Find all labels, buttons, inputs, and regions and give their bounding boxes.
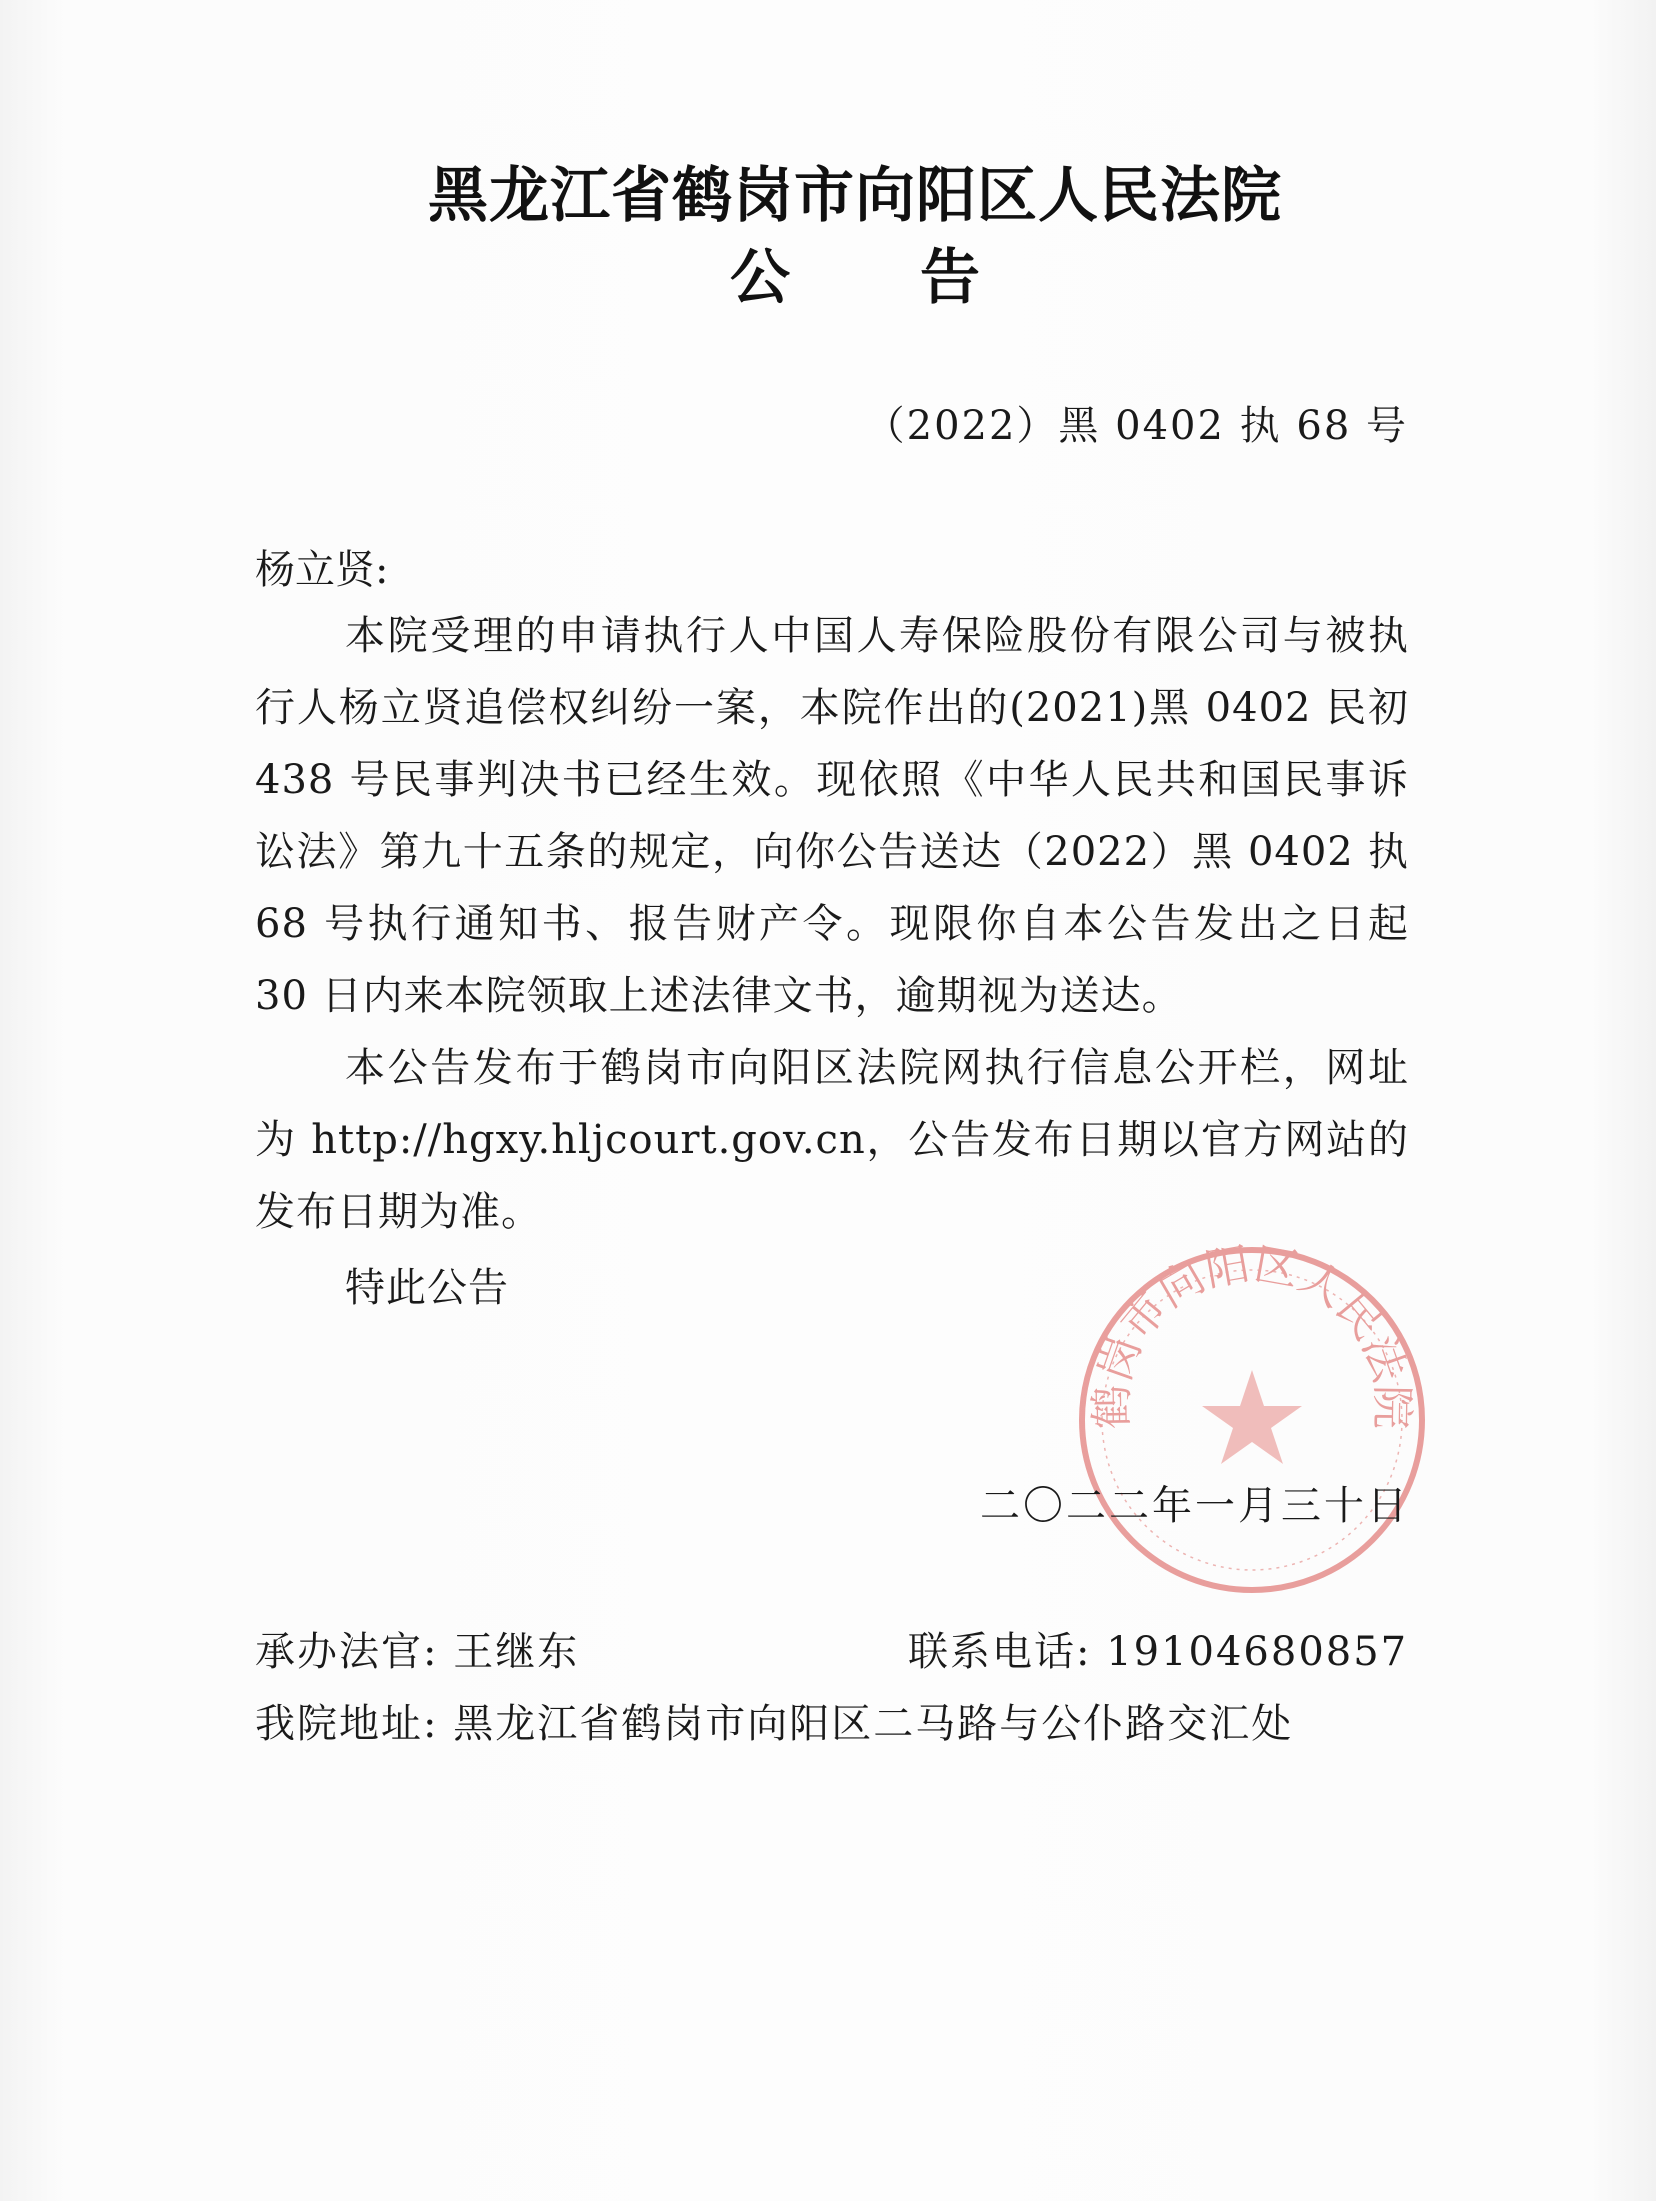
closing-phrase: 特此公告 (345, 1265, 509, 1311)
star-icon (1202, 1370, 1302, 1464)
case-number: （2022）黑 0402 执 68 号 (864, 403, 1408, 449)
contact-phone: 联系电话: 19104680857 (908, 1629, 1409, 1675)
notice-heading: 公告 (730, 243, 1110, 313)
issue-date: 二〇二二年一月三十日 (980, 1483, 1410, 1529)
court-address: 我院地址: 黑龙江省鹤岗市向阳区二马路与公仆路交汇处 (255, 1701, 1294, 1747)
court-seal-stamp (1072, 1240, 1432, 1600)
court-name-heading: 黑龙江省鹤岗市向阳区人民法院 (428, 161, 1282, 231)
judge-info: 承办法官: 王继东 (255, 1629, 580, 1675)
seal-text: 鹤岗市向阳区人民法院 (1086, 1240, 1418, 1430)
addressee: 杨立贤: (255, 547, 389, 593)
body-paragraph-1: 本院受理的申请执行人中国人寿保险股份有限公司与被执行人杨立贤追偿权纠纷一案，本院作出的(2021)黑 0402 民初 438 号民事判决书已经生效。现依照《中华人民共和国民事诉讼法》第九十五条的规定，向你公告送达（2022）黑 0402 执 68 号执行通知书、报告财产令。现限你自本公告发出之日起 30 日内来本院领取上述法律文书，逾期视为送达。 (255, 613, 1409, 1019)
body-paragraph-2: 本公告发布于鹤岗市向阳区法院网执行信息公开栏，网址为 http://hgxy.hljcourt.gov.cn，公告发布日期以官方网站的发布日期为准。 (255, 1045, 1409, 1235)
